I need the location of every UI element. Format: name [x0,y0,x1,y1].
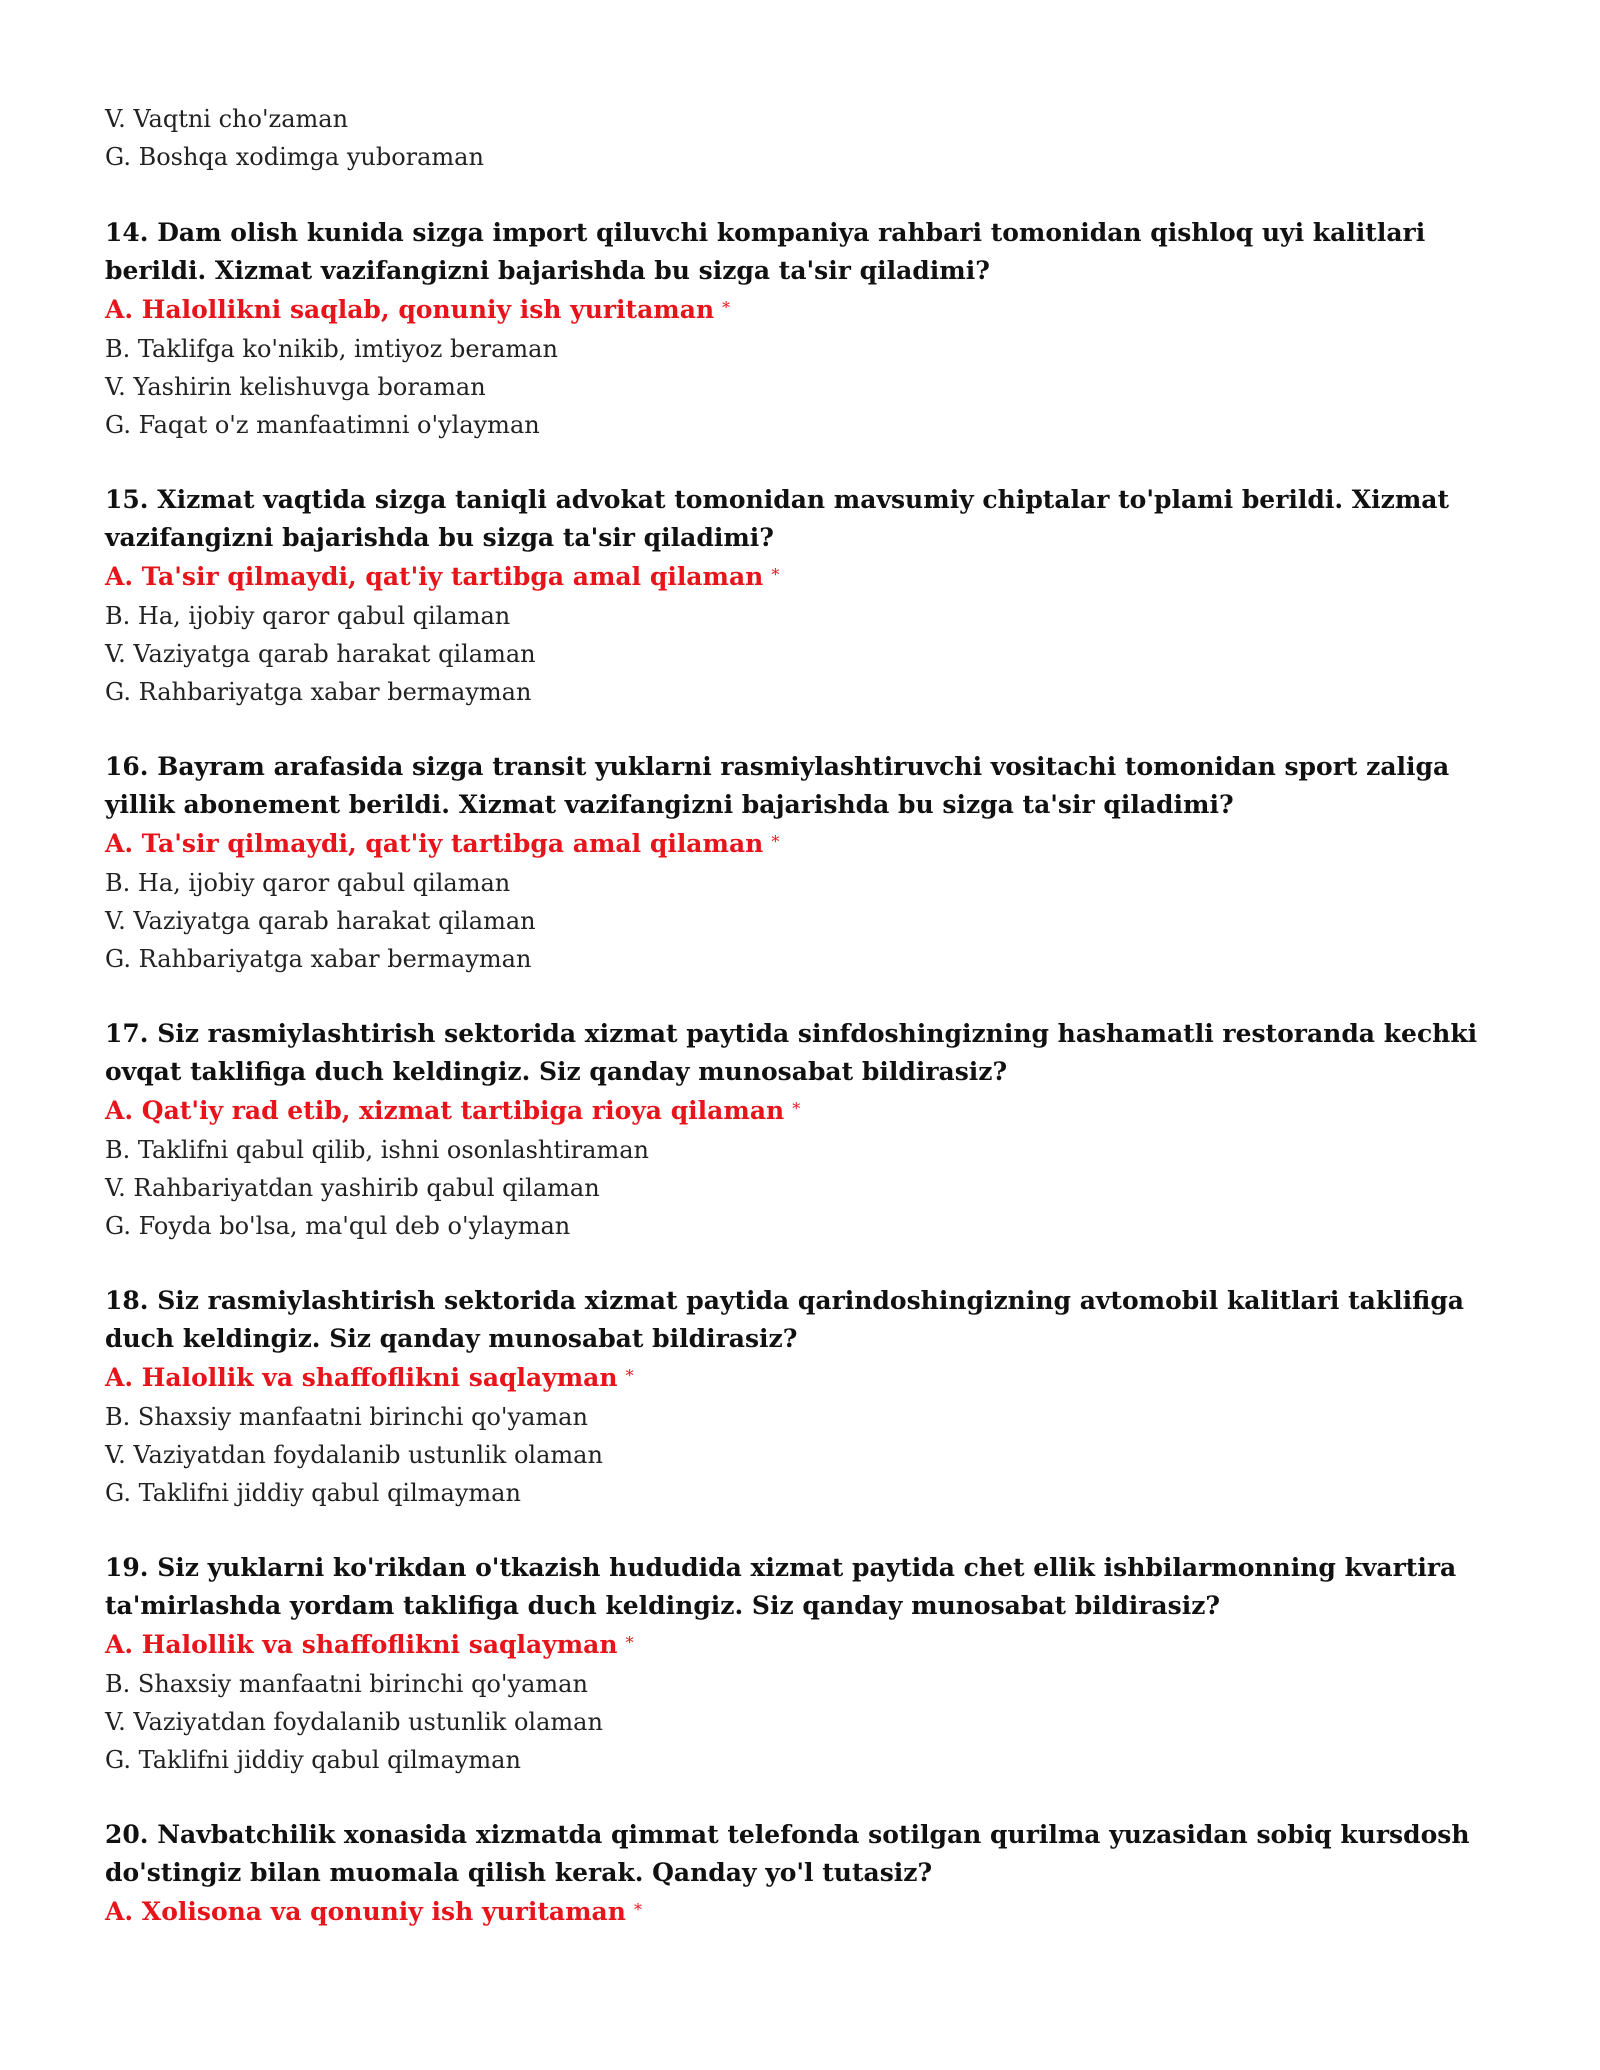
correct-marker: * [722,298,731,317]
correct-marker: * [625,1633,634,1652]
correct-answer-text: A. Halollik va shaffoflikni saqlayman [105,1363,618,1392]
option-v: V. Vaziyatdan foydalanib ustunlik olaman [105,1441,603,1469]
option-v: V. Vaziyatga qarab harakat qilaman [105,640,536,668]
question-text: 19. Siz yuklarni ko'rikdan o'tkazish hududida xizmat paytida chet ellik ishbilarmonning kvartira ta'mirlashda yordam taklifiga duch keldingiz. Siz qanday munosabat bildirasiz? [105,1553,1457,1620]
correct-answer [105,290,1530,330]
option-g: G. Rahbariyatga xabar bermayman [105,678,532,706]
option-v: V. Yashirin kelishuvga boraman [105,373,486,401]
question-text: 18. Siz rasmiylashtirish sektorida xizmat paytida qarindoshingizning avtomobil kalitlari taklifiga duch keldingiz. Siz qanday munosabat bildirasiz? [105,1286,1465,1353]
option-b: B. Shaxsiy manfaatni birinchi qo'yaman [105,1403,588,1431]
question-16 [105,748,1530,978]
correct-answer [105,557,1530,597]
question-17 [105,1015,1530,1245]
correct-marker: * [771,565,780,584]
correct-answer-text: A. Halollik va shaffoflikni saqlayman [105,1630,618,1659]
option-v: V. Vaziyatga qarab harakat qilaman [105,907,536,935]
option-v: V. Vaqtni cho'zaman [105,105,349,133]
question-14 [105,214,1530,444]
question-text: 15. Xizmat vaqtida sizga taniqli advokat tomonidan mavsumiy chiptalar to'plami berildi. Xizmat vazifangizni bajarishda bu sizga ta'sir qiladimi? [105,485,1450,552]
option-g: G. Boshqa xodimga yuboraman [105,143,484,171]
question-text: 17. Siz rasmiylashtirish sektorida xizmat paytida sinfdoshingizning hashamatli restoranda kechki ovqat taklifiga duch keldingiz. Siz qanday munosabat bildirasiz? [105,1019,1478,1086]
question-19 [105,1549,1530,1779]
option-g: G. Rahbariyatga xabar bermayman [105,945,532,973]
correct-marker: * [771,832,780,851]
option-b: B. Ha, ijobiy qaror qabul qilaman [105,869,511,897]
question-text: 20. Navbatchilik xonasida xizmatda qimmat telefonda sotilgan qurilma yuzasidan sobiq kursdosh do'stingiz bilan muomala qilish kerak. Qanday yo'l tutasiz? [105,1820,1470,1887]
correct-marker: * [792,1099,801,1118]
option-g: G. Foyda bo'lsa, ma'qul deb o'ylayman [105,1212,571,1240]
correct-answer [105,1091,1530,1131]
question-20 [105,1816,1530,1932]
option-v: V. Vaziyatdan foydalanib ustunlik olaman [105,1708,603,1736]
correct-answer-text: A. Xolisona va qonuniy ish yuritaman [105,1897,626,1926]
correct-answer [105,1892,1530,1932]
question-15 [105,481,1530,711]
correct-answer-text: A. Qat'iy rad etib, xizmat tartibiga rioya qilaman [105,1096,785,1125]
correct-answer [105,824,1530,864]
correct-marker: * [625,1366,634,1385]
option-g: G. Taklifni jiddiy qabul qilmayman [105,1479,521,1507]
option-b: B. Ha, ijobiy qaror qabul qilaman [105,602,511,630]
option-b: B. Shaxsiy manfaatni birinchi qo'yaman [105,1670,588,1698]
question-18 [105,1282,1530,1512]
correct-answer-text: A. Ta'sir qilmaydi, qat'iy tartibga amal qilaman [105,829,764,858]
correct-answer [105,1625,1530,1665]
question-text: 14. Dam olish kunida sizga import qiluvchi kompaniya rahbari tomonidan qishloq uyi kalitlari berildi. Xizmat vazifangizni bajarishda bu sizga ta'sir qiladimi? [105,218,1426,285]
correct-answer [105,1358,1530,1398]
question-text: 16. Bayram arafasida sizga transit yuklarni rasmiylashtiruvchi vositachi tomonidan sport zaliga yillik abonement berildi. Xizmat vazifangizni bajarishda bu sizga ta'sir qiladimi? [105,752,1450,819]
correct-answer-text: A. Halollikni saqlab, qonuniy ish yuritaman [105,295,715,324]
option-b: B. Taklifga ko'nikib, imtiyoz beraman [105,335,558,363]
option-g: G. Taklifni jiddiy qabul qilmayman [105,1746,521,1774]
correct-marker: * [633,1900,642,1919]
option-b: B. Taklifni qabul qilib, ishni osonlashtiraman [105,1136,649,1164]
option-v: V. Rahbariyatdan yashirib qabul qilaman [105,1174,600,1202]
option-g: G. Faqat o'z manfaatimni o'ylayman [105,411,540,439]
correct-answer-text: A. Ta'sir qilmaydi, qat'iy tartibga amal qilaman [105,562,764,591]
previous-question-options [105,100,1530,176]
